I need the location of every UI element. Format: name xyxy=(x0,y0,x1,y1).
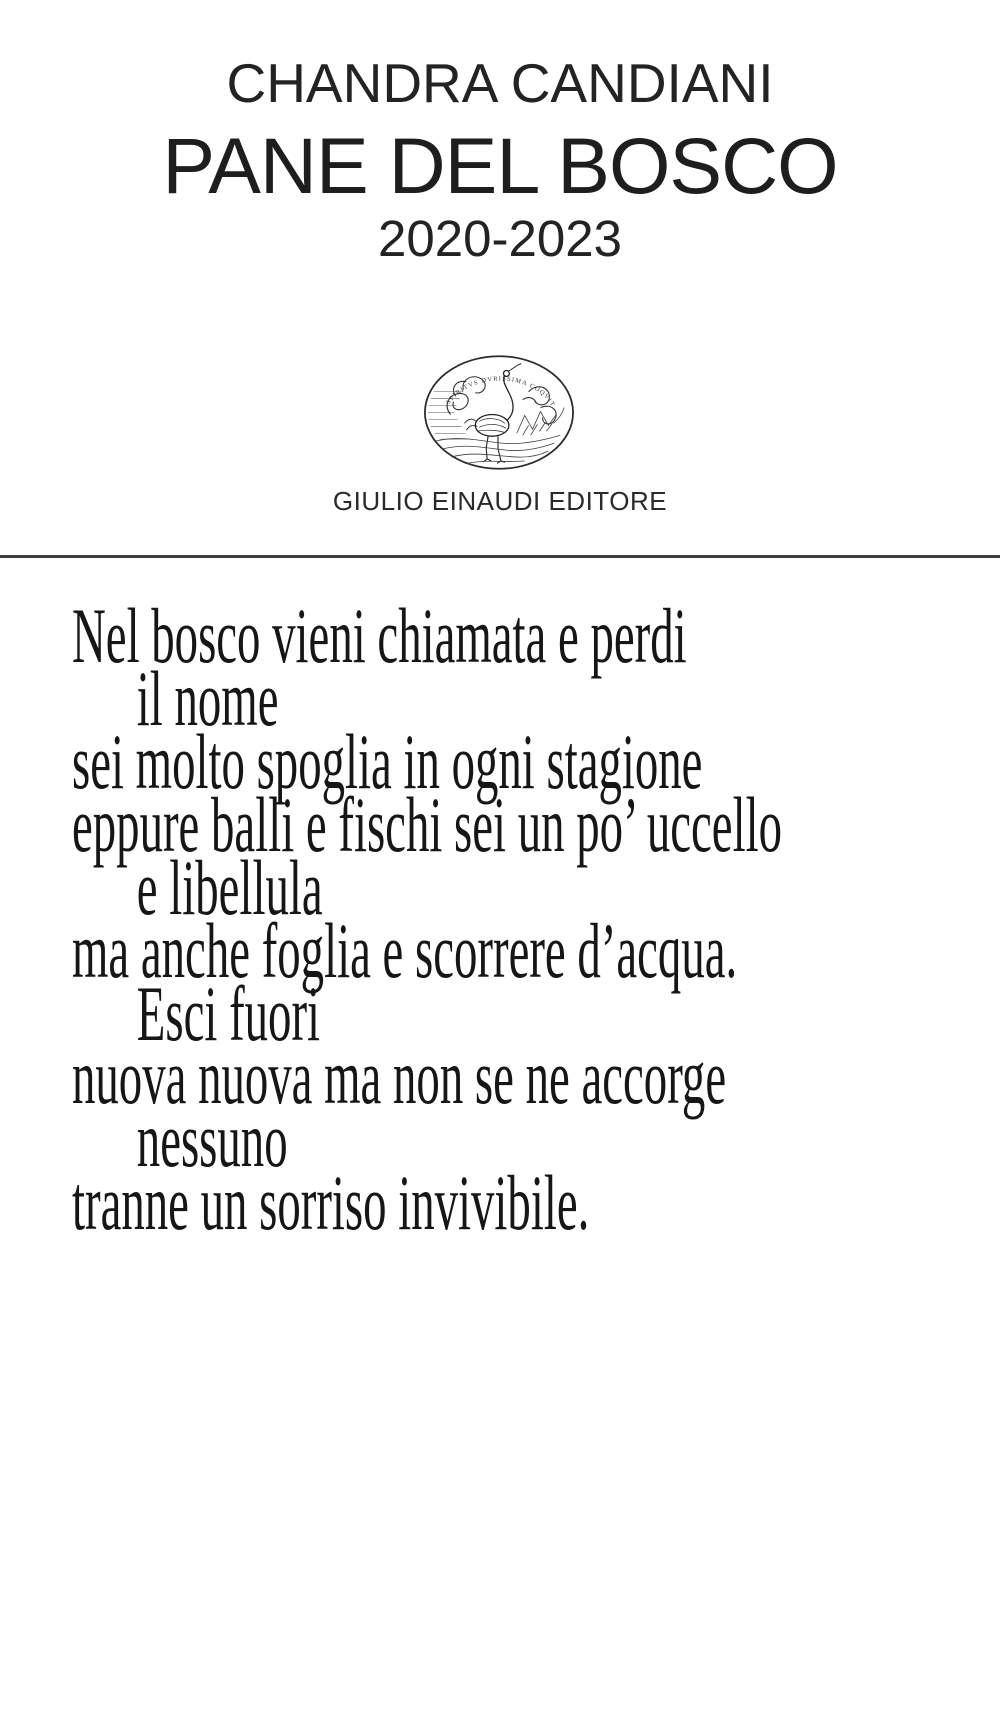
poem-line: Esci fuori xyxy=(136,970,321,1057)
einaudi-ostrich-emblem-icon xyxy=(420,351,578,474)
poem-line: nessuno xyxy=(136,1096,288,1183)
logo-motto: SPIRITVS DVRISSIMA COQVIT xyxy=(445,375,557,409)
poem-line: tranne un sorriso invivibile. xyxy=(72,1159,590,1246)
poem-text xyxy=(0,592,1000,1246)
poem-line: sei molto spoglia in ogni stagione xyxy=(72,718,703,805)
poem-line: eppure balli e fischi sei un po’ uccello xyxy=(72,781,782,868)
publisher-logo xyxy=(420,351,578,474)
publisher-name: GIULIO EINAUDI EDITORE xyxy=(332,486,668,516)
book-title: PANE DEL BOSCO xyxy=(162,121,838,210)
poem-line: nuova nuova ma non se ne accorge xyxy=(72,1033,727,1120)
book-years: 2020-2023 xyxy=(378,210,622,267)
poem-line: Nel bosco vieni chiamata e perdi xyxy=(72,592,687,679)
poem-line: ma anche foglia e scorrere d’acqua. xyxy=(72,907,738,994)
divider-rule xyxy=(0,555,1000,558)
author-name: CHANDRA CANDIANI xyxy=(226,52,774,114)
poem-line: il nome xyxy=(136,655,279,742)
poem-line: e libellula xyxy=(136,844,323,931)
